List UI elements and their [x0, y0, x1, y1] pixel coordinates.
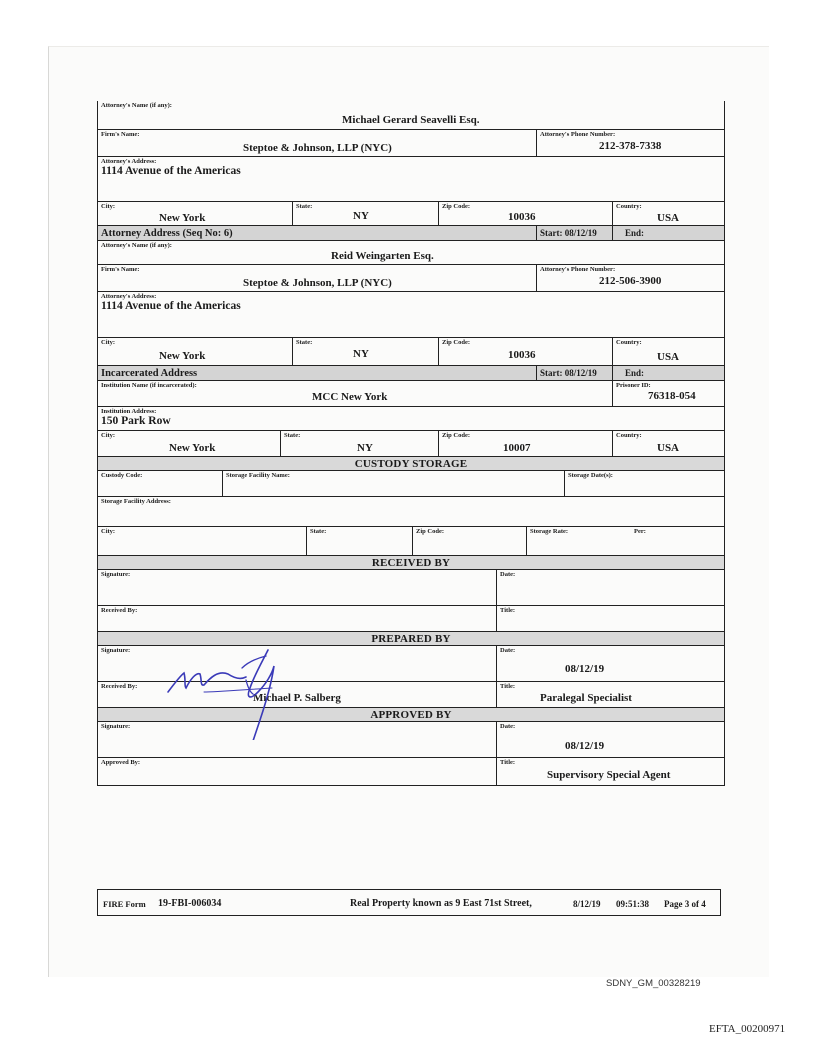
prisoner-id-cell [612, 381, 724, 406]
attorney5-country-cell [612, 202, 724, 225]
prepared-signature-label: Signature: [101, 647, 131, 654]
received-date-label: Date: [500, 571, 516, 578]
footer-date: 8/12/19 [573, 899, 601, 909]
received-by-label: Received By: [101, 607, 138, 614]
storage-facility-address-row [98, 497, 724, 527]
custody-code-row [98, 471, 724, 497]
received-date-cell [496, 570, 724, 605]
attorney6-name-label: Attorney's Name (if any): [101, 242, 172, 249]
received-by-header: RECEIVED BY [98, 556, 724, 570]
attorney6-name: Reid Weingarten Esq. [331, 250, 434, 262]
attorney5-zip-label: Zip Code: [442, 203, 470, 210]
approved-by-label: Approved By: [101, 759, 141, 766]
institution-address-row [98, 407, 724, 431]
attorney6-end-cell [612, 226, 724, 240]
attorney6-zip-cell [438, 338, 612, 365]
footer-case-number: 19-FBI-006034 [158, 898, 222, 909]
incarcerated-section-bar [98, 366, 724, 381]
attorney6-city-row [98, 338, 724, 366]
storage-per-cell [634, 527, 724, 555]
institution-name: MCC New York [312, 391, 388, 403]
attorney5-country-label: Country: [616, 203, 642, 210]
institution-state-label: State: [284, 432, 301, 439]
attorney5-address-label: Attorney's Address: [101, 158, 157, 165]
attorney5-zip: 10036 [508, 211, 536, 223]
prepared-date-cell [496, 646, 724, 681]
attorney6-country-cell [612, 338, 724, 365]
institution-city-label: City: [101, 432, 116, 439]
attorney6-name-row [98, 241, 724, 265]
approved-by-header: APPROVED BY [98, 708, 724, 722]
attorney6-end: End: [625, 228, 645, 238]
attorney6-firm-row [98, 265, 724, 292]
attorney5-name-row [98, 101, 724, 130]
received-title-cell [496, 606, 724, 631]
attorney6-address-label: Attorney's Address: [101, 293, 157, 300]
storage-rate-cell [526, 527, 634, 555]
attorney5-zip-cell [438, 202, 612, 225]
attorney5-city-label: City: [101, 203, 116, 210]
institution-address-label: Institution Address: [101, 408, 157, 415]
storage-city-row [98, 527, 724, 556]
bates-stamp: SDNY_GM_00328219 [606, 978, 701, 989]
attorney6-state-label: State: [296, 339, 313, 346]
attorney5-phone-label: Attorney's Phone Number: [540, 131, 616, 138]
approved-date-cell [496, 722, 724, 757]
footer-form-label: FIRE Form [103, 899, 146, 909]
approved-title: Supervisory Special Agent [547, 769, 671, 781]
prepared-by-name: Michael P. Salberg [253, 692, 341, 704]
approved-date: 08/12/19 [565, 740, 605, 752]
prepared-by-label: Received By: [101, 683, 138, 690]
attorney6-section-bar [98, 226, 724, 241]
attorney5-state-label: State: [296, 203, 313, 210]
incarcerated-start: Start: 08/12/19 [540, 368, 597, 378]
prisoner-id-label: Prisoner ID: [616, 382, 651, 389]
storage-dates-label: Storage Date(s): [568, 472, 613, 479]
attorney6-start-cell [536, 226, 612, 240]
institution-zip-label: Zip Code: [442, 432, 470, 439]
attorney5-city-row [98, 202, 724, 226]
attorney6-section-title: Attorney Address (Seq No: 6) [101, 228, 233, 239]
attorney5-firm-row [98, 130, 724, 157]
attorney6-firm-label: Firm's Name: [101, 266, 140, 273]
efta-stamp: EFTA_00200971 [709, 1023, 786, 1035]
footer-page: Page 3 of 4 [664, 899, 706, 909]
attorney6-address-row [98, 292, 724, 338]
storage-city-label: City: [101, 528, 116, 535]
received-by-row [98, 606, 724, 632]
custody-code-label: Custody Code: [101, 472, 143, 479]
storage-facility-cell [222, 471, 564, 496]
footer-property: Real Property known as 9 East 71st Street, [350, 898, 532, 909]
approved-signature-label: Signature: [101, 723, 131, 730]
attorney5-country: USA [657, 212, 680, 224]
attorney5-phone-cell [536, 130, 724, 156]
institution-state-cell [280, 431, 438, 456]
attorney6-address: 1114 Avenue of the Americas [101, 300, 241, 312]
attorney6-start: Start: 08/12/19 [540, 228, 597, 238]
attorney5-address: 1114 Avenue of the Americas [101, 165, 241, 177]
institution-country: USA [657, 442, 680, 454]
custody-storage-header: CUSTODY STORAGE [98, 457, 724, 471]
attorney6-firm: Steptoe & Johnson, LLP (NYC) [243, 277, 392, 289]
institution-country-label: Country: [616, 432, 642, 439]
prepared-title-cell [496, 682, 724, 707]
incarcerated-end-cell [612, 366, 724, 380]
attorney6-country-label: Country: [616, 339, 642, 346]
attorney5-state-cell [292, 202, 438, 225]
storage-zip-label: Zip Code: [416, 528, 444, 535]
attorney6-phone-cell [536, 265, 724, 291]
attorney5-city: New York [159, 212, 206, 224]
storage-state-cell [306, 527, 412, 555]
prepared-date-label: Date: [500, 647, 516, 654]
storage-dates-cell [564, 471, 724, 496]
institution-state: NY [357, 442, 373, 454]
attorney5-state: NY [353, 210, 369, 222]
prepared-by-header: PREPARED BY [98, 632, 724, 646]
prepared-date: 08/12/19 [565, 663, 605, 675]
incarcerated-section-title: Incarcerated Address [101, 368, 198, 379]
handwritten-signature [150, 640, 320, 740]
attorney6-city-label: City: [101, 339, 116, 346]
storage-facility-address-label: Storage Facility Address: [101, 498, 171, 505]
attorney5-address-row [98, 157, 724, 202]
institution-zip-cell [438, 431, 612, 456]
storage-rate-label: Storage Rate: [530, 528, 569, 535]
approved-title-label: Title: [500, 759, 516, 766]
attorney6-phone-label: Attorney's Phone Number: [540, 266, 616, 273]
attorney5-firm: Steptoe & Johnson, LLP (NYC) [243, 142, 392, 154]
attorney6-city: New York [159, 350, 206, 362]
attorney6-country: USA [657, 351, 680, 363]
received-signature-label: Signature: [101, 571, 131, 578]
storage-state-label: State: [310, 528, 327, 535]
incarcerated-end: End: [625, 368, 645, 378]
institution-city-row [98, 431, 724, 457]
prepared-title: Paralegal Specialist [540, 692, 632, 704]
attorney5-name: Michael Gerard Seavelli Esq. [342, 114, 480, 126]
received-title-label: Title: [500, 607, 516, 614]
attorney6-phone: 212-506-3900 [599, 275, 662, 287]
institution-city: New York [169, 442, 216, 454]
attorney6-zip: 10036 [508, 349, 536, 361]
prisoner-id: 76318-054 [648, 390, 696, 402]
approved-date-label: Date: [500, 723, 516, 730]
institution-label: Institution Name (if incarcerated): [101, 382, 197, 389]
approved-title-cell [496, 758, 724, 785]
prepared-title-label: Title: [500, 683, 516, 690]
footer-time: 09:51:38 [616, 899, 649, 909]
attorney5-phone: 212-378-7338 [599, 140, 662, 152]
incarcerated-start-cell [536, 366, 612, 380]
institution-address: 150 Park Row [101, 415, 171, 427]
form-footer [97, 889, 721, 916]
storage-per-label: Per: [634, 528, 646, 535]
storage-facility-label: Storage Facility Name: [226, 472, 290, 479]
attorney6-state: NY [353, 348, 369, 360]
institution-row [98, 381, 724, 407]
attorney5-name-label: Attorney's Name (if any): [101, 102, 172, 109]
institution-country-cell [612, 431, 724, 456]
institution-zip: 10007 [503, 442, 531, 454]
received-signature-row [98, 570, 724, 606]
attorney5-firm-label: Firm's Name: [101, 131, 140, 138]
attorney6-state-cell [292, 338, 438, 365]
approved-by-row [98, 758, 724, 786]
storage-zip-cell [412, 527, 526, 555]
attorney6-zip-label: Zip Code: [442, 339, 470, 346]
